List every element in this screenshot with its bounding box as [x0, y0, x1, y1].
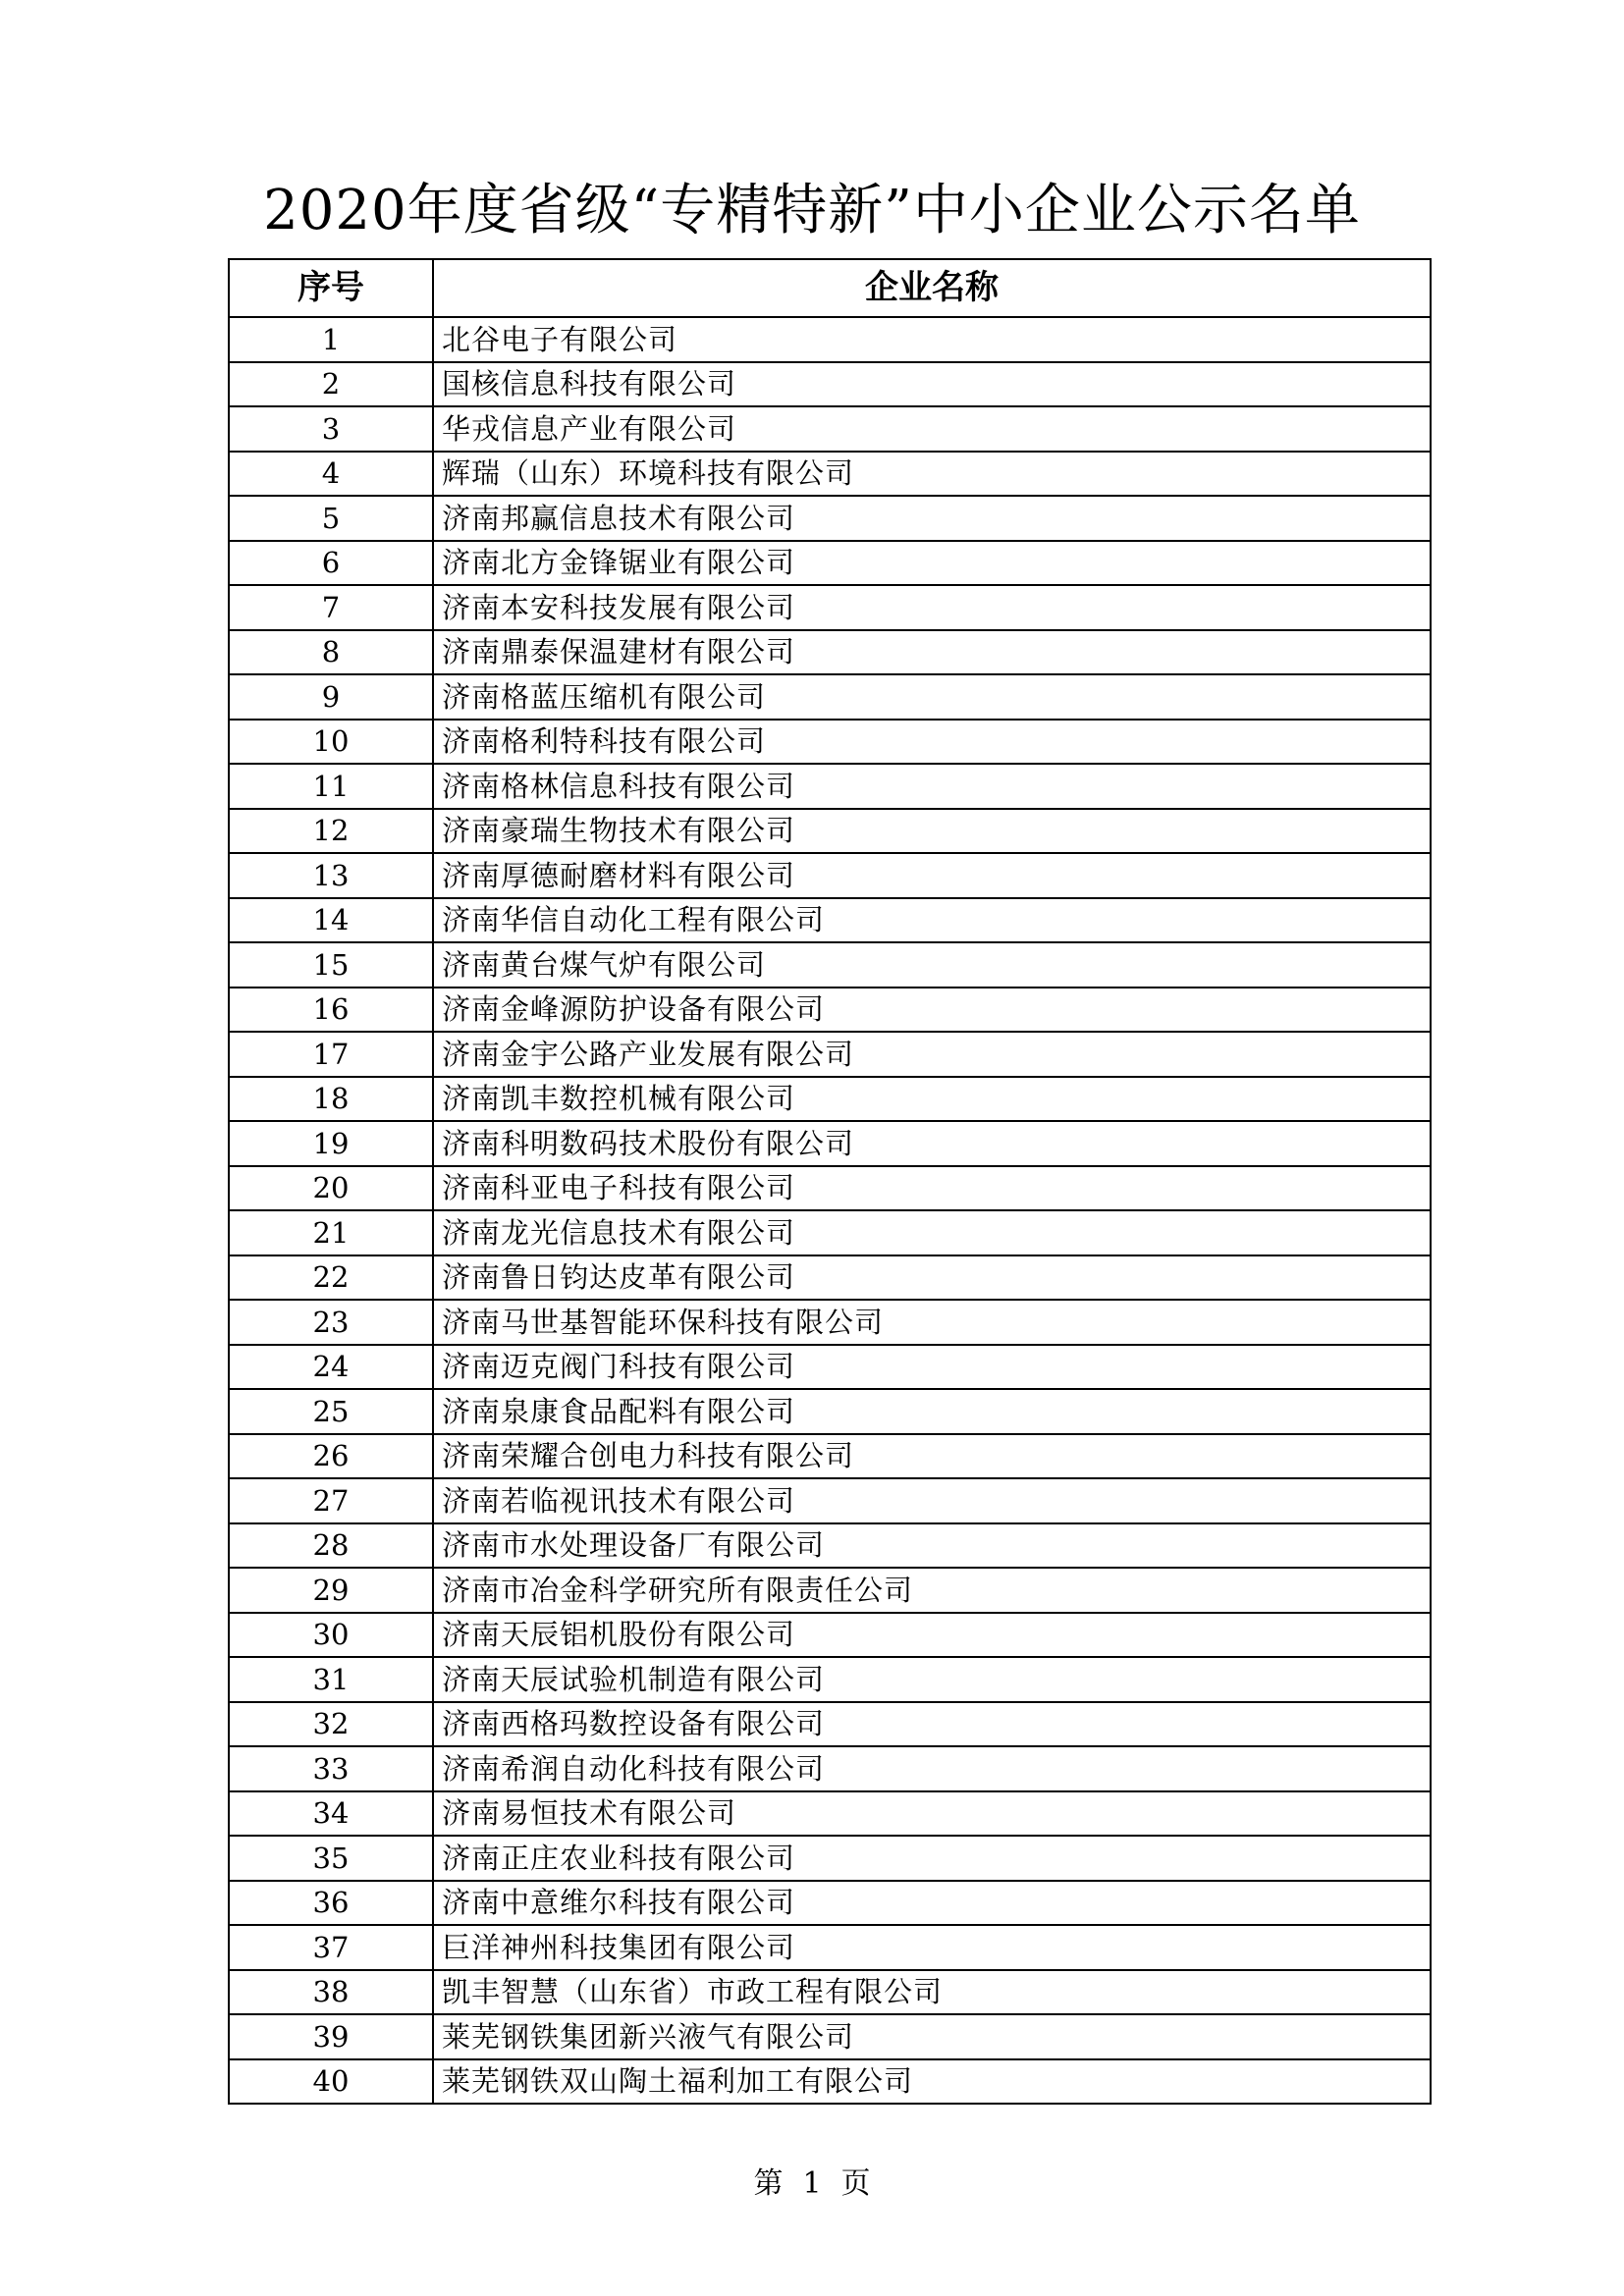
row-seq-cell: 29 — [229, 1568, 433, 1613]
row-seq-cell: 7 — [229, 585, 433, 630]
table-row — [229, 2059, 1431, 2105]
row-name-cell: 济南厚德耐磨材料有限公司 — [433, 853, 1431, 898]
row-name-cell: 济南西格玛数控设备有限公司 — [433, 1702, 1431, 1747]
row-name-cell: 华戎信息产业有限公司 — [433, 406, 1431, 452]
row-name-cell: 济南荣耀合创电力科技有限公司 — [433, 1434, 1431, 1479]
row-name-cell: 济南科明数码技术股份有限公司 — [433, 1121, 1431, 1166]
row-seq-cell: 34 — [229, 1791, 433, 1837]
table-row — [229, 1791, 1431, 1837]
row-name-cell: 济南邦赢信息技术有限公司 — [433, 496, 1431, 541]
row-seq-cell: 9 — [229, 674, 433, 720]
table-row — [229, 1568, 1431, 1613]
row-name-cell: 济南格利特科技有限公司 — [433, 720, 1431, 765]
row-name-cell: 济南金宇公路产业发展有限公司 — [433, 1032, 1431, 1077]
table-row — [229, 1032, 1431, 1077]
table-row — [229, 496, 1431, 541]
row-name-cell: 济南市水处理设备厂有限公司 — [433, 1523, 1431, 1569]
row-name-cell: 济南黄台煤气炉有限公司 — [433, 942, 1431, 988]
row-seq-cell: 21 — [229, 1210, 433, 1255]
column-header-name: 企业名称 — [433, 259, 1431, 317]
row-seq-cell: 5 — [229, 496, 433, 541]
table-row — [229, 630, 1431, 675]
table-row — [229, 1836, 1431, 1881]
row-name-cell: 济南科亚电子科技有限公司 — [433, 1166, 1431, 1211]
row-name-cell: 济南龙光信息技术有限公司 — [433, 1210, 1431, 1255]
row-name-cell: 济南格蓝压缩机有限公司 — [433, 674, 1431, 720]
row-seq-cell: 23 — [229, 1300, 433, 1345]
table-row — [229, 1925, 1431, 1970]
row-name-cell: 济南天辰试验机制造有限公司 — [433, 1657, 1431, 1702]
row-name-cell: 凯丰智慧（山东省）市政工程有限公司 — [433, 1970, 1431, 2015]
row-seq-cell: 3 — [229, 406, 433, 452]
row-name-cell: 济南凯丰数控机械有限公司 — [433, 1077, 1431, 1122]
row-name-cell: 国核信息科技有限公司 — [433, 362, 1431, 407]
column-header-seq: 序号 — [229, 259, 433, 317]
table-row — [229, 585, 1431, 630]
table-row — [229, 1746, 1431, 1791]
page-number-suffix: 页 — [840, 2166, 871, 2201]
row-name-cell: 济南华信自动化工程有限公司 — [433, 898, 1431, 943]
row-seq-cell: 33 — [229, 1746, 433, 1791]
row-name-cell: 济南若临视讯技术有限公司 — [433, 1478, 1431, 1523]
row-seq-cell: 28 — [229, 1523, 433, 1569]
table-body — [229, 317, 1431, 2104]
row-seq-cell: 15 — [229, 942, 433, 988]
row-name-cell: 济南中意维尔科技有限公司 — [433, 1881, 1431, 1926]
table-row — [229, 1881, 1431, 1926]
page-title: 2020年度省级“专精特新”中小企业公示名单 — [263, 179, 1361, 242]
row-seq-cell: 18 — [229, 1077, 433, 1122]
row-seq-cell: 12 — [229, 809, 433, 854]
row-seq-cell: 38 — [229, 1970, 433, 2015]
row-seq-cell: 22 — [229, 1255, 433, 1301]
table-row — [229, 541, 1431, 586]
row-seq-cell: 4 — [229, 452, 433, 497]
page-number-prefix: 第 — [753, 2166, 784, 2201]
table-row — [229, 1121, 1431, 1166]
table-header-row — [229, 259, 1431, 317]
row-seq-cell: 2 — [229, 362, 433, 407]
page-number: 1 — [802, 2166, 822, 2201]
table-row — [229, 898, 1431, 943]
row-seq-cell: 27 — [229, 1478, 433, 1523]
table-row — [229, 1300, 1431, 1345]
row-name-cell: 济南马世基智能环保科技有限公司 — [433, 1300, 1431, 1345]
row-seq-cell: 20 — [229, 1166, 433, 1211]
row-name-cell: 济南格林信息科技有限公司 — [433, 764, 1431, 809]
row-seq-cell: 40 — [229, 2059, 433, 2105]
table-row — [229, 1702, 1431, 1747]
page-footer — [0, 2164, 1624, 2204]
table-row — [229, 809, 1431, 854]
table-row — [229, 452, 1431, 497]
row-name-cell: 济南北方金锋锯业有限公司 — [433, 541, 1431, 586]
row-name-cell: 济南鼎泰保温建材有限公司 — [433, 630, 1431, 675]
row-seq-cell: 30 — [229, 1613, 433, 1658]
row-seq-cell: 19 — [229, 1121, 433, 1166]
table-row — [229, 1970, 1431, 2015]
table-row — [229, 2014, 1431, 2059]
row-seq-cell: 36 — [229, 1881, 433, 1926]
table-row — [229, 853, 1431, 898]
table-row — [229, 1389, 1431, 1434]
row-seq-cell: 13 — [229, 853, 433, 898]
row-seq-cell: 6 — [229, 541, 433, 586]
row-name-cell: 济南希润自动化科技有限公司 — [433, 1746, 1431, 1791]
row-seq-cell: 1 — [229, 317, 433, 362]
table-row — [229, 1210, 1431, 1255]
table-row — [229, 1345, 1431, 1390]
row-name-cell: 济南迈克阀门科技有限公司 — [433, 1345, 1431, 1390]
table-row — [229, 764, 1431, 809]
table-row — [229, 720, 1431, 765]
row-name-cell: 济南天辰铝机股份有限公司 — [433, 1613, 1431, 1658]
row-name-cell: 济南泉康食品配料有限公司 — [433, 1389, 1431, 1434]
table-row — [229, 674, 1431, 720]
row-name-cell: 济南市冶金科学研究所有限责任公司 — [433, 1568, 1431, 1613]
row-name-cell: 济南正庄农业科技有限公司 — [433, 1836, 1431, 1881]
row-name-cell: 巨洋神州科技集团有限公司 — [433, 1925, 1431, 1970]
table-row — [229, 1166, 1431, 1211]
enterprise-table — [228, 258, 1432, 2105]
table-row — [229, 1077, 1431, 1122]
row-name-cell: 济南鲁日钧达皮革有限公司 — [433, 1255, 1431, 1301]
row-name-cell: 济南易恒技术有限公司 — [433, 1791, 1431, 1837]
row-seq-cell: 10 — [229, 720, 433, 765]
table-row — [229, 1657, 1431, 1702]
row-name-cell: 北谷电子有限公司 — [433, 317, 1431, 362]
row-seq-cell: 26 — [229, 1434, 433, 1479]
row-seq-cell: 16 — [229, 988, 433, 1033]
row-seq-cell: 25 — [229, 1389, 433, 1434]
table-row — [229, 1255, 1431, 1301]
table-row — [229, 1478, 1431, 1523]
row-seq-cell: 32 — [229, 1702, 433, 1747]
row-seq-cell: 35 — [229, 1836, 433, 1881]
table-row — [229, 1613, 1431, 1658]
row-seq-cell: 8 — [229, 630, 433, 675]
table-row — [229, 988, 1431, 1033]
table-row — [229, 362, 1431, 407]
row-name-cell: 济南豪瑞生物技术有限公司 — [433, 809, 1431, 854]
table-row — [229, 317, 1431, 362]
table-row — [229, 406, 1431, 452]
table-row — [229, 942, 1431, 988]
row-seq-cell: 11 — [229, 764, 433, 809]
table-row — [229, 1434, 1431, 1479]
row-name-cell: 济南本安科技发展有限公司 — [433, 585, 1431, 630]
row-seq-cell: 14 — [229, 898, 433, 943]
row-name-cell: 莱芜钢铁集团新兴液气有限公司 — [433, 2014, 1431, 2059]
row-seq-cell: 31 — [229, 1657, 433, 1702]
row-name-cell: 辉瑞（山东）环境科技有限公司 — [433, 452, 1431, 497]
row-seq-cell: 17 — [229, 1032, 433, 1077]
row-name-cell: 莱芜钢铁双山陶土福利加工有限公司 — [433, 2059, 1431, 2105]
row-name-cell: 济南金峰源防护设备有限公司 — [433, 988, 1431, 1033]
table-row — [229, 1523, 1431, 1569]
row-seq-cell: 24 — [229, 1345, 433, 1390]
row-seq-cell: 37 — [229, 1925, 433, 1970]
row-seq-cell: 39 — [229, 2014, 433, 2059]
